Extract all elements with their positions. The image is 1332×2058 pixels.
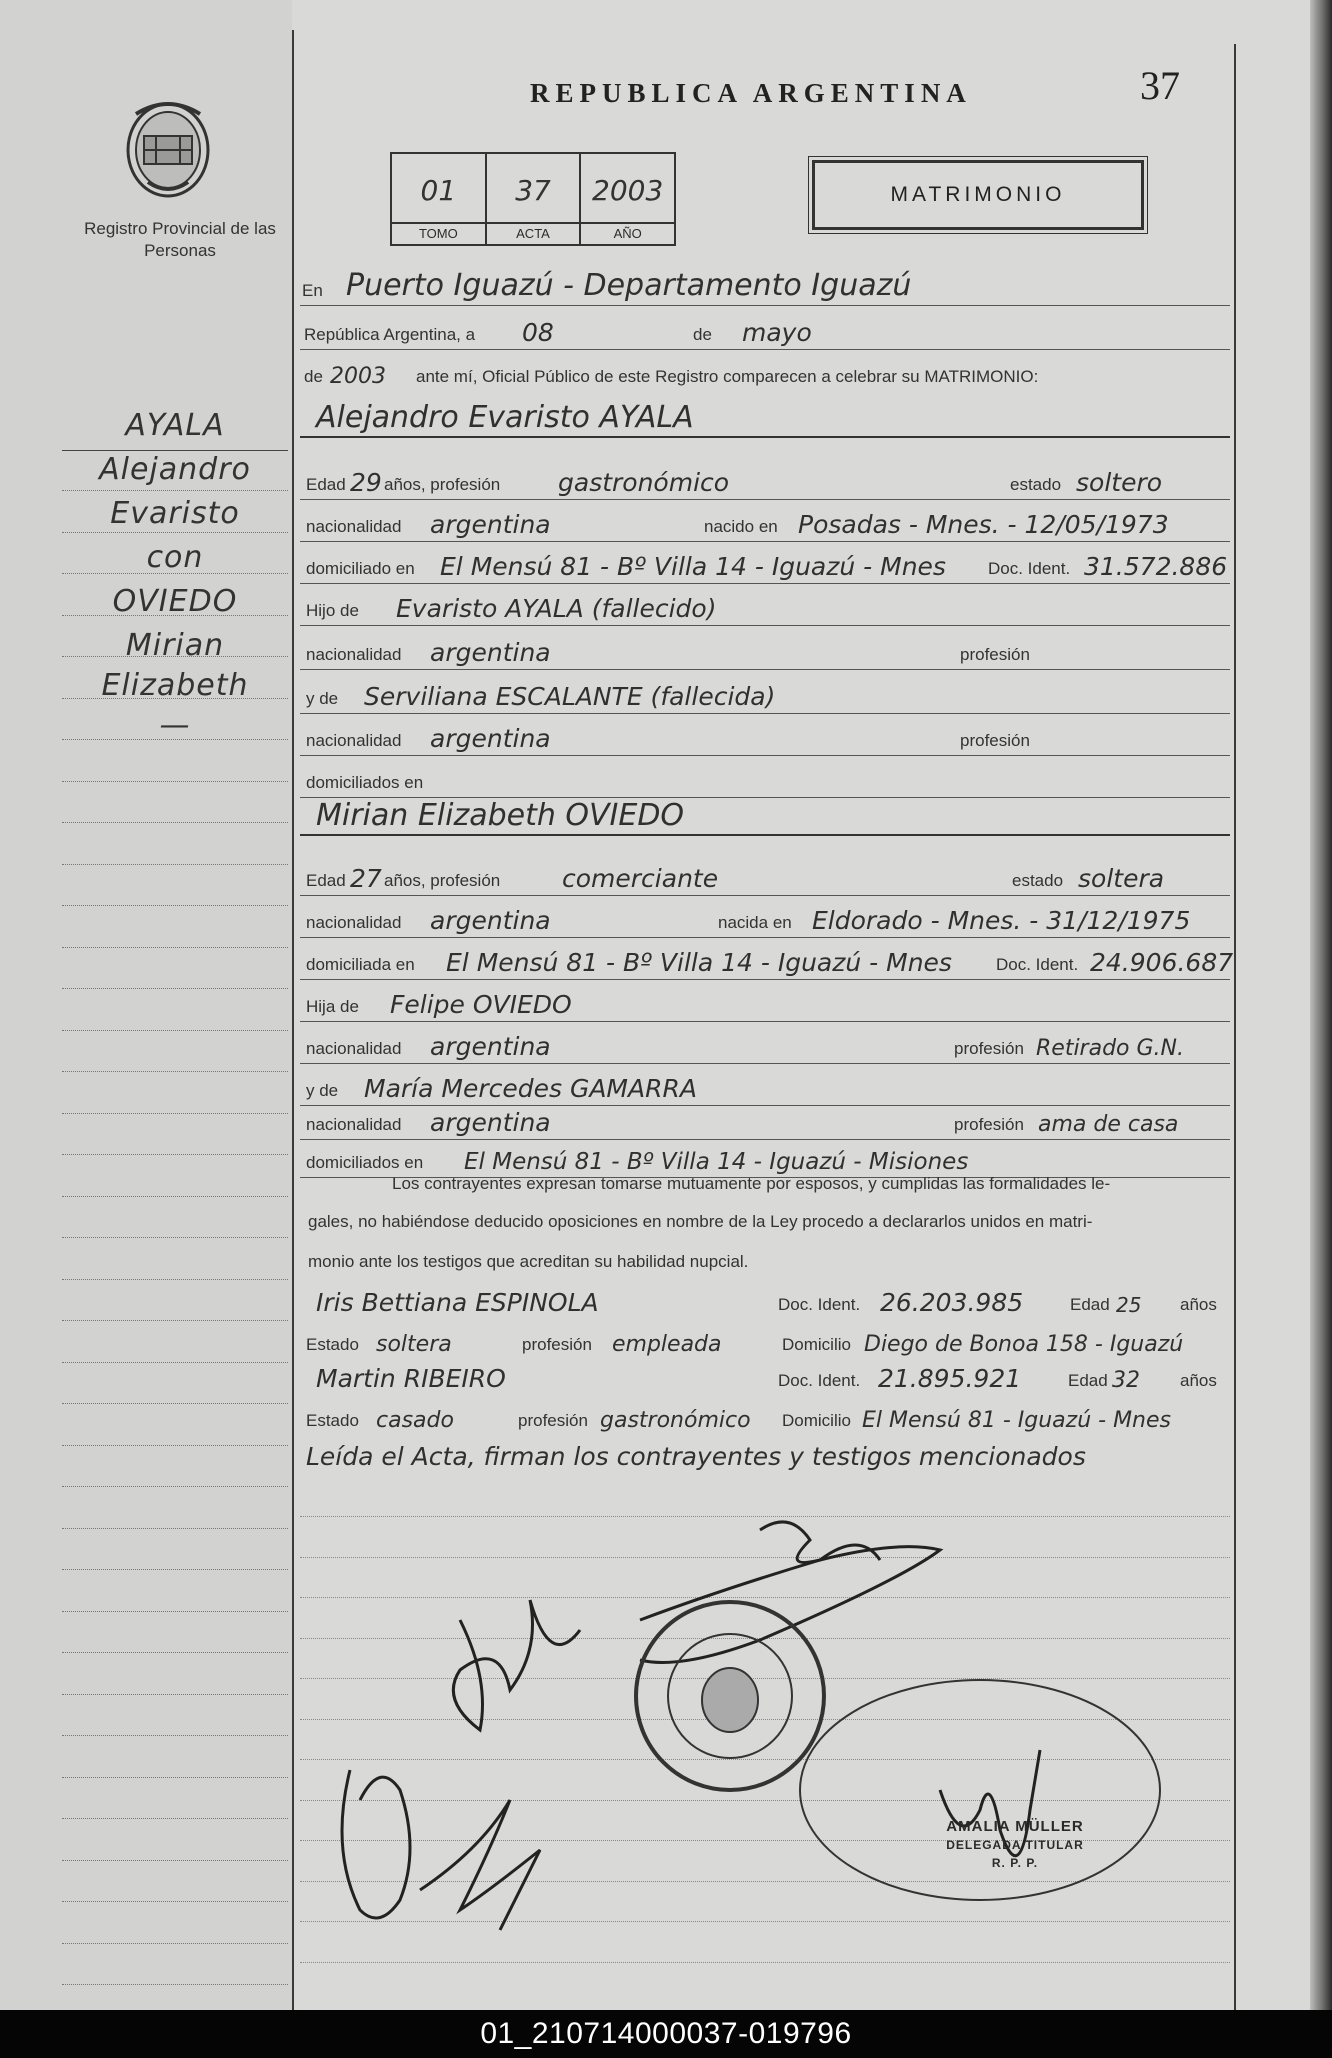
acta-value: 37 [515, 174, 551, 207]
margin-note: con [146, 540, 204, 575]
page-number: 37 [1140, 63, 1180, 108]
groom-status: soltero [1076, 468, 1163, 497]
nacido-en-label: nacido en [704, 517, 778, 536]
year-value: 2003 [330, 364, 386, 389]
bride-father-profession: Retirado G.N. [1036, 1036, 1184, 1061]
rule [300, 937, 1230, 938]
estado-cap-label: Estado [306, 1335, 359, 1354]
anios-label: años [1180, 1295, 1217, 1314]
estado-label: estado [1010, 475, 1062, 494]
witness2-detail-line [300, 1398, 1230, 1438]
bride-father-nat-line [300, 1026, 1230, 1066]
groom-mother: Serviliana ESCALANTE (fallecida) [364, 682, 776, 711]
rule [300, 583, 1230, 584]
margin-rule [62, 656, 288, 657]
nacionalidad-label: nacionalidad [306, 1115, 402, 1134]
rule [300, 834, 1230, 836]
margin-rule [62, 1901, 288, 1902]
witness2-doc: 21.895.921 [878, 1364, 1022, 1393]
margin-rule [62, 1943, 288, 1944]
groom-father-nat-line [300, 632, 1230, 672]
anio-label: AÑO [581, 222, 674, 244]
doc-ident-label: Doc. Ident. [996, 955, 1079, 974]
bride-father-line [300, 984, 1230, 1024]
bride-address-line [300, 942, 1234, 982]
edad-label: Edad [1070, 1295, 1110, 1314]
groom-birth: Posadas - Mnes. - 12/05/1973 [798, 510, 1169, 539]
act-type-box: MATRIMONIO [812, 160, 1144, 230]
margin-note: Mirian [125, 628, 225, 663]
closing-note: Leída el Acta, firman los contrayentes y testigos mencionados [306, 1442, 1086, 1471]
margin-divider [292, 30, 294, 2010]
margin-rule [62, 1030, 288, 1031]
stamp-official-title: DELEGADA TITULAR [946, 1838, 1084, 1852]
margin-note: AYALA [125, 408, 225, 443]
province-emblem-icon [120, 96, 216, 202]
margin-rule [62, 1071, 288, 1072]
profesion-label: profesión [954, 1115, 1024, 1134]
groom-age-line [300, 462, 1230, 502]
hijo-de-label: Hijo de [306, 601, 359, 620]
stamp-office: R. P. P. [991, 1856, 1039, 1870]
bride-mother-profession: ama de casa [1038, 1112, 1179, 1137]
anio-cell [581, 154, 674, 244]
bride-mother-nat-line [300, 1102, 1230, 1142]
margin-rule [62, 864, 288, 865]
margin-rule [62, 615, 288, 616]
footer-code: 01_210714000037-019796 [0, 2010, 1332, 2058]
rule [300, 499, 1230, 500]
margin-rule [62, 781, 288, 782]
nacionalidad-label: nacionalidad [306, 645, 402, 664]
year-line [300, 354, 1230, 394]
tomo-label: TOMO [392, 222, 485, 244]
declaration-line-1: Los contrayentes expresan tomarse mutuamente por esposos, y cumplidas las formalidades le- [392, 1174, 1111, 1193]
margin-rule [62, 1320, 288, 1321]
groom-nationality: argentina [430, 510, 551, 539]
date-line [300, 312, 1230, 352]
margin-note: Evaristo [110, 496, 240, 531]
domicilio-label: Domicilio [782, 1335, 851, 1354]
bride-mother-nationality: argentina [430, 1108, 551, 1137]
place-value: Puerto Iguazú - Departamento Iguazú [346, 268, 912, 303]
margin-column [0, 0, 292, 2010]
domiciliada-label: domiciliada en [306, 955, 415, 974]
groom-mother-nat-line [300, 718, 1230, 758]
rule [300, 541, 1230, 542]
rule [300, 349, 1230, 350]
witness2-name: Martin RIBEIRO [316, 1364, 506, 1393]
rule [300, 713, 1230, 714]
bride-father: Felipe OVIEDO [390, 990, 572, 1019]
margin-note: Alejandro [99, 452, 251, 487]
nacida-en-label: nacida en [718, 913, 792, 932]
tomo-value: 01 [420, 174, 457, 207]
edad-label: Edad [306, 871, 346, 890]
rule [300, 979, 1230, 980]
nacionalidad-label: nacionalidad [306, 1039, 402, 1058]
margin-rule [62, 1445, 288, 1446]
de-label: de [693, 325, 712, 344]
bride-nationality-line [300, 900, 1230, 940]
groom-father-nationality: argentina [430, 638, 551, 667]
groom-father-line [300, 588, 1230, 628]
margin-rule [62, 1652, 288, 1653]
margin-note: OVIEDO [112, 584, 238, 619]
witness1-age: 25 [1116, 1293, 1142, 1317]
domiciliado-label: domiciliado en [306, 559, 415, 578]
day-value: 08 [522, 318, 554, 347]
declaration-line-3: monio ante los testigos que acreditan su habilidad nupcial. [308, 1252, 749, 1271]
margin-note: — [159, 708, 191, 743]
margin-rule [62, 1569, 288, 1570]
groom-profession: gastronómico [558, 468, 730, 497]
margin-rule [62, 698, 288, 699]
y-de-label: y de [306, 689, 339, 708]
margin-rule [62, 1403, 288, 1404]
bride-status: soltera [1078, 864, 1165, 893]
tomo-acta-anio-box [390, 152, 676, 246]
margin-rule [62, 1777, 288, 1778]
margin-rule [62, 1154, 288, 1155]
bride-profession: comerciante [562, 864, 719, 893]
groom-doc: 31.572.886 [1084, 552, 1228, 581]
margin-rule [62, 490, 288, 491]
bride-age: 27 [350, 864, 382, 893]
witness2-age: 32 [1112, 1368, 1140, 1393]
margin-rule [62, 1279, 288, 1280]
groom-name-line [300, 396, 1230, 440]
country-title: REPUBLICA ARGENTINA [530, 78, 972, 108]
margin-rule [62, 1694, 288, 1695]
official-round-stamp-icon [630, 1596, 830, 1796]
nacionalidad-label: nacionalidad [306, 517, 402, 536]
domiciliados-label: domiciliados en [306, 1153, 424, 1172]
anios-label: años [1180, 1371, 1217, 1390]
profesion-label: profesión [960, 731, 1030, 750]
groom-father: Evaristo AYALA (fallecido) [396, 594, 717, 623]
registry-name: Registro Provincial de las Personas [84, 219, 276, 260]
declaration-line-2: gales, no habiéndose deducido oposiciones en nombre de la Ley procedo a declararlos unidos en matri- [308, 1212, 1093, 1231]
bride-address: El Mensú 81 - Bº Villa 14 - Iguazú - Mnes [446, 948, 952, 977]
de-label: de [304, 367, 323, 386]
witness1-name: Iris Bettiana ESPINOLA [316, 1288, 599, 1317]
rule [300, 895, 1230, 896]
acta-cell [487, 154, 582, 244]
acta-label: ACTA [487, 222, 580, 244]
binding-edge [1310, 0, 1332, 2010]
edad-label: Edad [1068, 1371, 1108, 1390]
profesion-label: profesión [960, 645, 1030, 664]
rule [300, 305, 1230, 306]
groom-mother-line [300, 676, 1230, 716]
bride-doc: 24.906.687 [1090, 948, 1234, 977]
margin-rule [62, 1113, 288, 1114]
ante-mi-text: ante mí, Oficial Público de este Registro comparecen a celebrar su MATRIMONIO: [416, 367, 1039, 386]
margin-rule [62, 1362, 288, 1363]
doc-ident-label: Doc. Ident. [778, 1371, 861, 1390]
estado-cap-label: Estado [306, 1411, 359, 1430]
anios-profesion-label: años, profesión [384, 871, 501, 890]
place-line [300, 268, 1230, 308]
nacionalidad-label: nacionalidad [306, 731, 402, 750]
margin-rule [62, 1984, 288, 1985]
month-value: mayo [742, 318, 812, 347]
witness2-status: casado [376, 1408, 454, 1433]
hija-de-label: Hija de [306, 997, 359, 1016]
margin-rule [62, 1611, 288, 1612]
rule [300, 436, 1230, 438]
witness1-profession: empleada [612, 1332, 722, 1357]
margin-rule [62, 1486, 288, 1487]
margin-rule [62, 1818, 288, 1819]
stamp-text [925, 1818, 1105, 1872]
tomo-cell [392, 154, 487, 244]
stamp-official-name: AMALIA MÜLLER [946, 1818, 1084, 1835]
margin-rule [62, 947, 288, 948]
anio-value: 2003 [592, 174, 664, 207]
domiciliados-label: domiciliados en [306, 773, 424, 792]
margin-rule [62, 1528, 288, 1529]
estado-label: estado [1012, 871, 1064, 890]
groom-nationality-line [300, 504, 1230, 544]
witness1-address: Diego de Bonoa 158 - Iguazú [864, 1332, 1184, 1357]
witness1-line [300, 1282, 1230, 1322]
doc-ident-label: Doc. Ident. [778, 1295, 861, 1314]
witness1-doc: 26.203.985 [880, 1288, 1024, 1317]
bride-mother: María Mercedes GAMARRA [364, 1074, 697, 1103]
rule [300, 755, 1230, 756]
bride-parents-address: El Mensú 81 - Bº Villa 14 - Iguazú - Misiones [464, 1149, 969, 1175]
margin-rule [62, 450, 288, 451]
edad-label: Edad [306, 475, 346, 494]
rule [300, 669, 1230, 670]
rule [300, 1063, 1230, 1064]
rule [300, 1021, 1230, 1022]
witness2-profession: gastronómico [600, 1408, 751, 1433]
profesion-label: profesión [522, 1335, 592, 1354]
profesion-label: profesión [518, 1411, 588, 1430]
margin-rule [62, 1196, 288, 1197]
witness2-line [300, 1358, 1230, 1398]
bride-name: Mirian Elizabeth OVIEDO [316, 798, 685, 833]
bride-nationality: argentina [430, 906, 551, 935]
margin-rule [62, 573, 288, 574]
margin-rule [62, 822, 288, 823]
witness1-detail-line [300, 1322, 1230, 1362]
anios-profesion-label: años, profesión [384, 475, 501, 494]
y-de-label: y de [306, 1081, 339, 1100]
margin-rule [62, 988, 288, 989]
doc-ident-label: Doc. Ident. [988, 559, 1071, 578]
en-label: En [302, 281, 323, 300]
groom-name: Alejandro Evaristo AYALA [316, 400, 694, 435]
margin-rule [62, 905, 288, 906]
bride-age-line [300, 858, 1230, 898]
domicilio-label: Domicilio [782, 1411, 851, 1430]
bride-father-nationality: argentina [430, 1032, 551, 1061]
margin-rule [62, 739, 288, 740]
margin-rule [62, 1237, 288, 1238]
witness2-address: El Mensú 81 - Iguazú - Mnes [862, 1408, 1171, 1433]
nacionalidad-label: nacionalidad [306, 913, 402, 932]
rule [300, 625, 1230, 626]
groom-address-line [300, 546, 1230, 586]
margin-note: Elizabeth [101, 668, 249, 703]
profesion-label: profesión [954, 1039, 1024, 1058]
groom-address: El Mensú 81 - Bº Villa 14 - Iguazú - Mnes [440, 552, 946, 581]
margin-rule [62, 1735, 288, 1736]
margin-rule [62, 532, 288, 533]
bride-birth: Eldorado - Mnes. - 31/12/1975 [812, 906, 1191, 935]
groom-age: 29 [350, 468, 382, 497]
bride-name-line [300, 794, 1230, 838]
witness1-status: soltera [376, 1332, 452, 1357]
republica-label: República Argentina, a [304, 325, 476, 344]
groom-mother-nationality: argentina [430, 724, 551, 753]
margin-rule [62, 1860, 288, 1861]
